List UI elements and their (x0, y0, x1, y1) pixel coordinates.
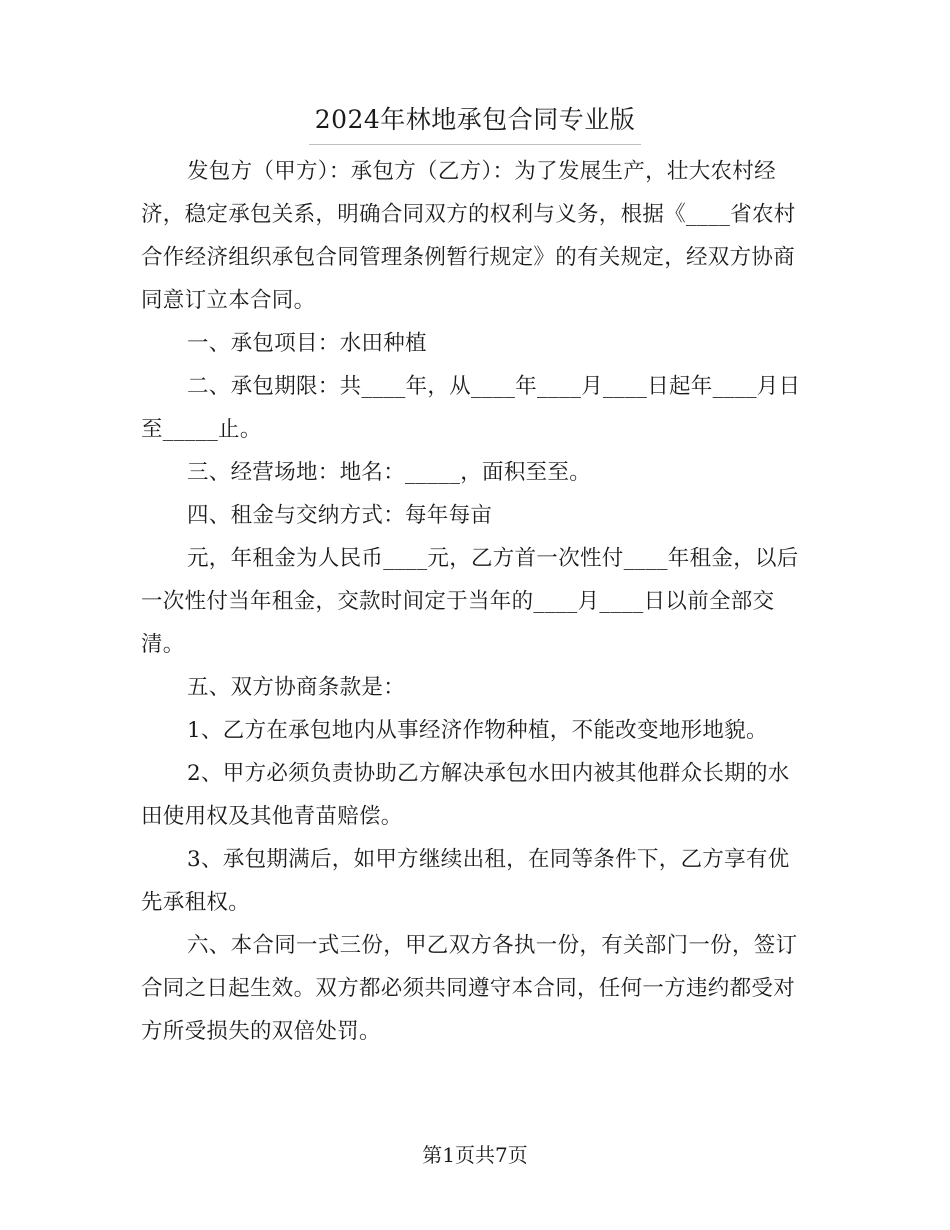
paragraph-item-6: 六、本合同一式三份，甲乙双方各执一份，有关部门一份，签订合同之日起生效。双方都必须共同遵守本合同，任何一方违约都受对方所受损失的双倍处罚。 (141, 933, 798, 1044)
paragraph-preamble: 发包方（甲方）：承包方（乙方）：为了发展生产，壮大农村经济，稳定承包关系，明确合同双方的权利与义务，根据《____省农村合作经济组织承包合同管理条例暂行规定》的有关规定，经双方协商同意订立本合同。 (141, 159, 796, 313)
paragraph-item-5: 五、双方协商条款是： (187, 675, 406, 700)
document-body (141, 150, 811, 1053)
paragraph-item-2: 二、承包期限：共____年，从____年____月____日起年____月日至_____止。 (141, 374, 801, 442)
paragraph-clause-3: 3、承包期满后，如甲方继续出租，在同等条件下，乙方享有优先承租权。 (141, 847, 790, 915)
paragraph-rent-details: 元，年租金为人民币____元，乙方首一次性付____年租金，以后一次性付当年租金，交款时间定于当年的____月____日以前全部交清。 (141, 546, 799, 657)
paragraph-clause-1: 1、乙方在承包地内从事经济作物种植，不能改变地形地貌。 (187, 718, 768, 743)
paragraph-item-1: 一、承包项目：水田种植 (187, 331, 427, 356)
paragraph-item-4: 四、租金与交纳方式：每年每亩 (187, 503, 493, 528)
paragraph-clause-2: 2、甲方必须负责协助乙方解决承包水田内被其他群众长期的水田使用权及其他青苗赔偿。 (141, 761, 790, 829)
document-title: 2024年林地承包合同专业版 (309, 100, 642, 145)
paragraph-item-3: 三、经营场地：地名：_____，面积至至。 (187, 460, 592, 485)
page-number: 第1页共7页 (422, 1143, 528, 1167)
title-container (0, 100, 950, 145)
